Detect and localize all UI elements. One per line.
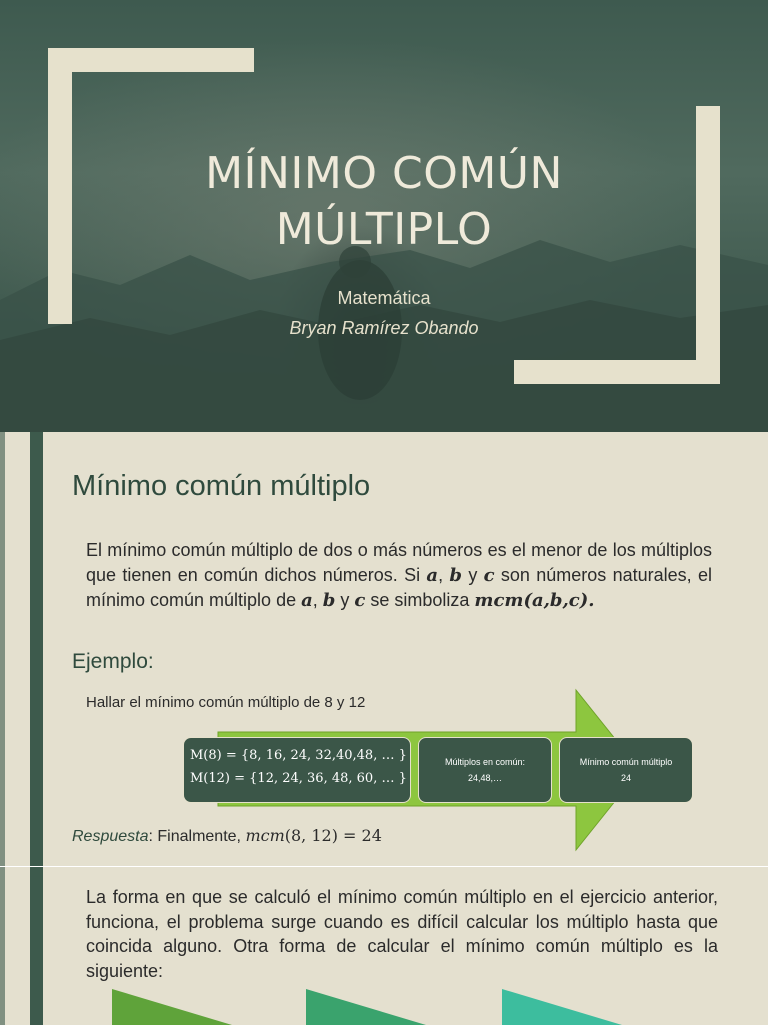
common-multiples-value: 24,48,… [467,773,503,783]
var-c: c [483,564,495,586]
definition-text-3: se simboliza [365,590,475,610]
var-b: b [449,564,462,586]
chevron-2-icon [306,989,426,1025]
multiples-box [183,737,411,803]
example-prompt: Hallar el mínimo común múltiplo de 8 y 12 [86,694,366,711]
answer-label: Respuesta [72,828,149,845]
definition-text-1: El mínimo común múltiplo de dos o más números es el menor de los múltiplos que tienen en común dichos números. Si [86,540,712,585]
title-line-1: MÍNIMO COMÚN [205,148,563,199]
slide-author: Bryan Ramírez Obando [289,318,479,338]
multiples-of-8: M(8) = {8, 16, 24, 32,40,48, … } [190,748,407,763]
answer-equation [245,826,381,845]
comma: , [438,564,450,585]
title-line-2: MÚLTIPLO [275,204,493,255]
chevron-3-icon [502,989,622,1025]
method-paragraph: La forma en que se calculó el mínimo común múltiplo en el ejercicio anterior, funciona, el problema surge cuando es difícil calcular los múltiplo hasta que coincida alguno. Otra forma de calcular el mínimo común múltiplo es la siguiente: [86,887,718,981]
bracket-bottom-right-horizontal [514,360,720,384]
answer-function: mcm [245,826,285,845]
answer-args: (8, 12) = 24 [284,826,382,845]
var-a: a [426,564,439,586]
definition-slide [0,432,768,866]
slide-subtitle: Matemática [337,288,431,308]
bracket-top-left-horizontal [48,48,254,72]
slide-title [0,146,768,258]
chevron-shapes [0,867,768,1025]
definition-text-2: son números naturales, el mínimo común múltiplo de [86,564,712,610]
chevron-1-icon [112,989,232,1025]
common-multiples-title: Múltiplos en común: [444,757,526,767]
conjunction: y [335,590,355,610]
common-multiples-box [418,737,552,803]
lcm-value: 24 [620,773,631,783]
answer-line [72,826,382,846]
multiples-of-12: M(12) = {12, 24, 36, 48, 60, … } [190,771,407,786]
var-a: a [301,590,313,611]
example-label: Ejemplo: [72,650,154,673]
slide-heading: Mínimo común múltiplo [72,470,371,502]
var-b: b [322,590,336,611]
lcm-box [559,737,693,803]
comma: , [312,590,323,610]
mcm-formula: mcm(a,b,c). [474,590,595,611]
conjunction: y [462,564,484,585]
answer-text: : Finalmente, [148,828,246,845]
lcm-title: Mínimo común múltiplo [579,757,673,767]
var-c: c [354,590,366,611]
title-slide [0,0,768,432]
method-slide [0,866,768,1025]
